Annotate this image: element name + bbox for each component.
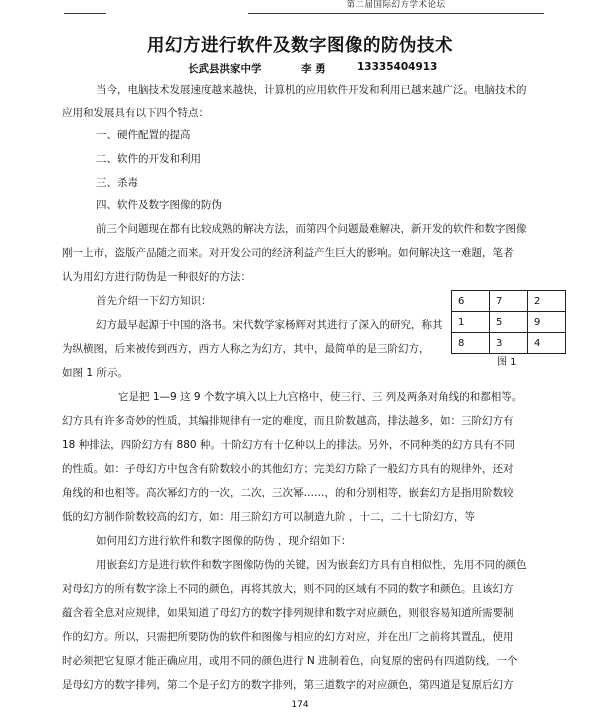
body-line: 时必须把它复原才能正确应用，或用不同的颜色进行 N 进制着色，向复原的密码有四道防线，一个 bbox=[62, 655, 518, 667]
header-rule-left bbox=[64, 13, 106, 14]
body-line: 首先介绍一下幻方知识： bbox=[96, 295, 212, 307]
page-number: 174 bbox=[291, 700, 309, 710]
magic-square-row bbox=[452, 291, 566, 312]
header-rule-right bbox=[248, 13, 544, 14]
magic-square-cell: 3 bbox=[490, 333, 528, 354]
body-line: 四、软件及数字图像的防伪 bbox=[96, 199, 222, 211]
magic-square-cell: 5 bbox=[490, 312, 528, 333]
body-line: 如图 1 所示。 bbox=[62, 367, 128, 379]
magic-square-cell: 9 bbox=[528, 312, 566, 333]
body-line: 为纵横图，后来被传到西方，西方人称之为幻方，其中，最简单的是三阶幻方， bbox=[62, 343, 430, 355]
body-line: 幻方具有许多奇妙的性质，其编排规律有一定的难度，而且阶数越高，排法越多，如：三阶幻方有 bbox=[62, 415, 514, 427]
body-line: 角线的和也相等。高次幂幻方的一次，二次，三次幂……，的和分别相等，嵌套幻方是指用阶数较 bbox=[62, 487, 514, 499]
author-name: 李 勇 bbox=[301, 63, 326, 75]
magic-square-cell: 6 bbox=[452, 291, 490, 312]
magic-square-cell: 1 bbox=[452, 312, 490, 333]
paper-title: 用幻方进行软件及数字图像的防伪技术 bbox=[147, 36, 453, 56]
body-line: 前三个问题现在都有比较成熟的解决方法，而第四个问题最难解决，新开发的软件和数字图像 bbox=[96, 223, 527, 235]
body-line: 应用和发展具有以下四个特点： bbox=[62, 107, 209, 119]
body-line: 的性质。如：子母幻方中包含有阶数较小的其他幻方；完美幻方除了一般幻方具有的规律外，还对 bbox=[62, 463, 514, 475]
body-line: 当今，电脑技术发展速度越来越快，计算机的应用软件开发和利用已越来越广泛。电脑技术的 bbox=[96, 84, 527, 96]
body-line: 刚一上市，盗版产品随之而来。对开发公司的经济利益产生巨大的影响。如何解决这一难题，笔者 bbox=[62, 247, 514, 259]
body-line: 是母幻方的数字排列，第二个是子幻方的数字排列，第三道数字的对应颜色，第四道是复原后幻方 bbox=[62, 679, 514, 691]
body-line: 如何用幻方进行软件和数字图像的防伪 ，现介绍如下： bbox=[96, 535, 352, 547]
body-line: 18 种排法，四阶幻方有 880 种。十阶幻方有十亿种以上的排法。另外，不同种类的幻方具有不同 bbox=[62, 439, 515, 451]
author-affiliation: 长武县洪家中学 bbox=[188, 63, 262, 75]
author-phone: 13335404913 bbox=[357, 61, 438, 73]
journal-header: 第二届国际幻方学术论坛 bbox=[346, 0, 446, 10]
magic-square-cell: 7 bbox=[490, 291, 528, 312]
body-line: 一、硬件配置的提高 bbox=[96, 129, 191, 141]
body-line: 它是把 1—9 这 9 个数字填入以上九宫格中，使三行、三 列及两条对角线的和都相等。 bbox=[118, 391, 523, 403]
magic-square-cell: 8 bbox=[452, 333, 490, 354]
body-line: 二、软件的开发和利用 bbox=[96, 153, 201, 165]
figure-caption: 图 1 bbox=[497, 357, 517, 368]
body-line: 低的幻方制作阶数较高的幻方，如：用三阶幻方可以制造九阶 ，十二，二十七阶幻方，等 bbox=[62, 511, 475, 523]
magic-square-cell: 2 bbox=[528, 291, 566, 312]
body-line: 幻方最早起源于中国的洛书。宋代数学家杨辉对其进行了深入的研究，称其 bbox=[96, 319, 443, 331]
magic-square-row bbox=[452, 312, 566, 333]
body-line: 认为用幻方进行防伪是一种很好的方法： bbox=[62, 271, 251, 283]
magic-square-row bbox=[452, 333, 566, 354]
body-line: 用嵌套幻方是进行软件和数字图像防伪的关键，因为嵌套幻方具有自相似性，先用不同的颜色 bbox=[96, 559, 527, 571]
body-line: 三、杀毒 bbox=[96, 177, 138, 189]
body-line: 蕴含着全息对应规律，如果知道了母幻方的数字排列规律和数字对应颜色，则很容易知道所需要制 bbox=[62, 607, 514, 619]
magic-square-cell: 4 bbox=[528, 333, 566, 354]
magic-square-table bbox=[451, 290, 566, 354]
body-line: 作的幻方。所以，只需把所要防伪的软件和图像与相应的幻方对应，并在出厂之前将其置乱，使用 bbox=[62, 631, 514, 643]
body-line: 对母幻方的所有数字涂上不同的颜色，再将其放大，则不同的区域有不同的数字和颜色。且该幻方 bbox=[62, 583, 514, 595]
